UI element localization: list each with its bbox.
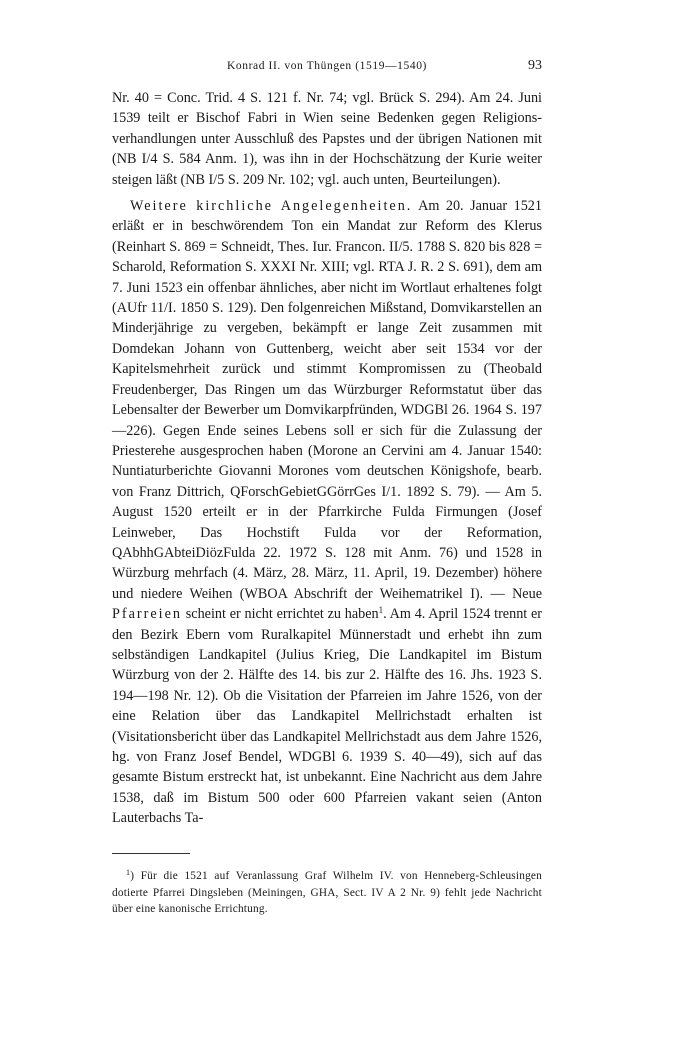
paragraph-church-affairs — [112, 196, 542, 829]
running-title: Konrad II. von Thüngen (1519—1540) — [226, 60, 427, 72]
emphasized-term: Pfarreien — [112, 606, 182, 623]
footnote-text: ) Für die 1521 auf Veranlassung Graf Wilhelm IV. von Henneberg-Schleusingen dotierte Pfarrei Dingsleben (Meiningen, GHA, Sect. IV A 2 Nr. 9) fehlt jede Nachricht über eine kanonische Errichtung. — [112, 870, 542, 915]
paragraph-text-part-2: scheint er nicht errichtet zu haben — [182, 606, 379, 623]
footnote-divider — [112, 853, 190, 854]
footnote-reference[interactable]: 1 — [378, 605, 384, 616]
footnote — [112, 868, 542, 918]
paragraph-text-part-1: Am 20. Januar 1521 erläßt er in beschwörendem Ton ein Mandat zur Reform des Klerus (Reinhart S. 869 = Schneidt, Thes. Iur. Francon. II/5. 1788 S. 820 bis 828 = Scharold, Reformation S. XXXI Nr. XIII; vgl. RTA J. R. 2 S. 691), dem am 7. Juni 1523 ein offenbar ähnliches, aber nicht im Wortlaut erhaltenes folgt (AUfr 11/I. 1850 S. 129). Den folgenreichen Mißstand, Domvikarstellen an Minderjährige zu vergeben, bekämpft er lange Zeit zusammen mit Domdekan Johann von Guttenberg, weicht aber seit 1534 vor der Kapitelsmehrheit zurück und stimmt Kompromissen zu (Theobald Freudenberger, Das Ringen um das Würzburger Reformstatut über das Lebensalter der Bewerber um Domvikarpfründen, WDGBl 26. 1964 S. 197—226). Gegen Ende seines Lebens soll er sich für die Zulassung der Priesterehe ausgesprochen haben (Morone an Cervini am 4. Januar 1540: Nuntiaturberichte Giovanni Morones vom deutschen Königshofe, bearb. von Franz Dittrich, QForschGebietGGörrGes I/1. 1892 S. 79). — Am 5. August 1520 erteilt er in der Pfarrkirche Fulda Firmungen (Josef Leinweber, Das Hochstift Fulda vor der Reformation, QAbhhGAbteiDiözFulda 22. 1972 S. 128 mit Anm. 76) und 1528 in Würzburg mehrfach (4. März, 28. März, 11. April, 19. Dezember) höhere und niedere Weihen (WBOA Abschrift der Weihematrikel I). — Neue — [112, 198, 542, 602]
main-text — [112, 88, 542, 829]
section-heading: Weitere kirchliche Angelegenheiten. — [130, 198, 413, 215]
page-number: 93 — [528, 58, 542, 73]
paragraph-text-part-3: . Am 4. April 1524 trennt er den Bezirk Ebern vom Ruralkapitel Münnerstadt und erhebt ihn zum selbständigen Landkapitel (Julius Krieg, Die Landkapitel im Bistum Würzburg von der 2. Hälfte des 14. bis zur 2. Hälfte des 16. Jhs. 1923 S. 194—198 Nr. 12). Ob die Visitation der Pfarreien im Jahre 1526, von der eine Relation über das Landkapitel Mellrichstadt erhalten ist (Visitationsbericht über das Landkapitel Mellrichstadt aus dem Jahre 1526, hg. von Franz Josef Bendel, WDGBl 6. 1939 S. 40—49), sich auf das gesamte Bistum erstreckt hat, ist unbekannt. Eine Nachricht aus dem Jahre 1538, daß im Bistum 500 oder 600 Pfarreien vakant seien (Anton Lauterbachs Ta- — [112, 606, 543, 827]
paragraph-continued: Nr. 40 = Conc. Trid. 4 S. 121 f. Nr. 74; vgl. Brück S. 294). Am 24. Juni 1539 teilt er Bischof Fabri in Wien seine Bedenken gegen Religionsverhandlungen unter Ausschluß des Papstes und der übrigen Nationen mit (NB I/4 S. 584 Anm. 1), was ihn in der Hochschätzung der Kurie weiter steigen läßt (NB I/5 S. 209 Nr. 102; vgl. auch unten, Beurteilungen). — [112, 90, 542, 188]
footnote-number: 1 — [126, 868, 131, 877]
page-header — [112, 58, 542, 78]
